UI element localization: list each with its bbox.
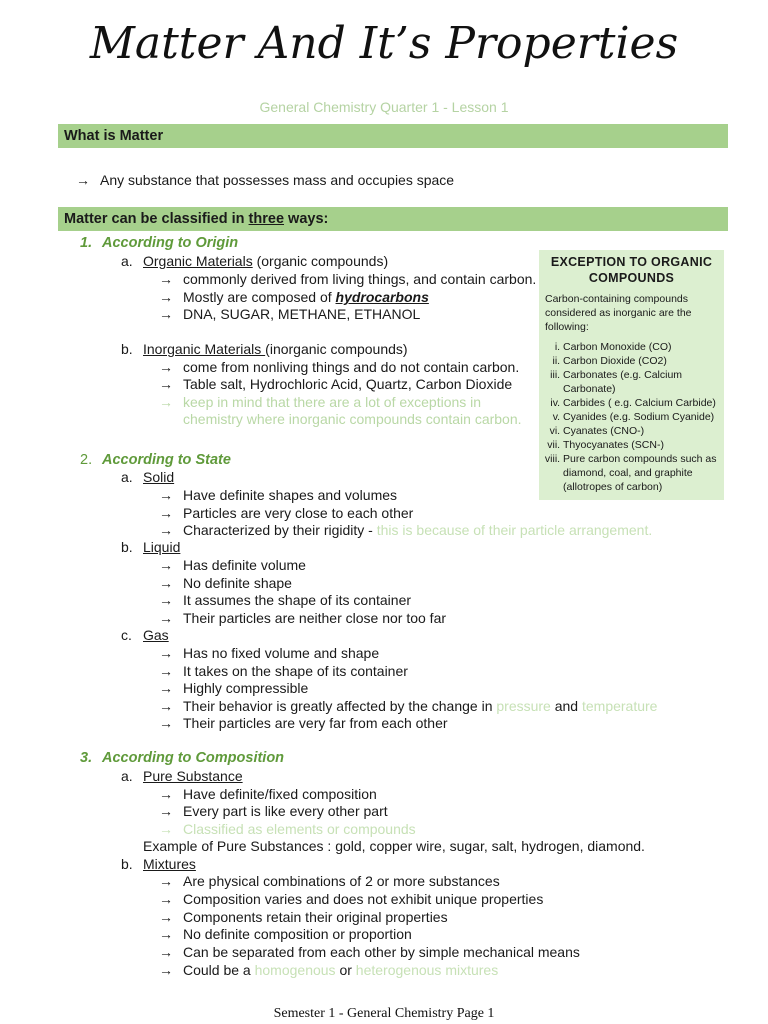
- list-item: → Highly compressible: [159, 680, 309, 696]
- arrow-icon: →: [159, 786, 173, 802]
- list-item: → Could be a homogenous or heterogenous mixtures: [159, 962, 499, 978]
- list-item: → Particles are very close to each other: [159, 505, 414, 521]
- exception-list-item: i. Carbon Monoxide (CO): [563, 340, 718, 354]
- list-item: → Mostly are composed of hydrocarbons: [159, 289, 429, 305]
- liquid-item: b. Liquid: [121, 539, 181, 555]
- arrow-icon: →: [159, 306, 173, 322]
- arrow-icon: →: [159, 909, 173, 925]
- list-item: → come from nonliving things and do not contain carbon.: [159, 359, 520, 375]
- exception-list: [545, 340, 718, 494]
- section-bar-classification: Matter can be classified in three ways:: [58, 207, 728, 231]
- list-item: → commonly derived from living things, and contain carbon.: [159, 271, 537, 287]
- arrow-icon: →: [159, 592, 173, 608]
- arrow-icon: →: [159, 962, 173, 978]
- exception-sidebox: [539, 250, 724, 500]
- exception-list-item: iv. Carbides ( e.g. Calcium Carbide): [563, 396, 718, 410]
- arrow-icon: →: [159, 821, 173, 837]
- arrow-icon: →: [159, 663, 173, 679]
- sidebox-intro: Carbon-containing compounds considered as inorganic are the following:: [545, 293, 692, 333]
- arrow-icon: →: [159, 944, 173, 960]
- arrow-icon: →: [159, 891, 173, 907]
- list-item: → It assumes the shape of its container: [159, 592, 412, 608]
- heading-origin: 1. According to Origin: [80, 235, 239, 251]
- pure-substance-item: a. Pure Substance: [121, 768, 243, 784]
- arrow-icon: →: [159, 271, 173, 287]
- arrow-icon: →: [159, 289, 173, 305]
- list-item: → DNA, SUGAR, METHANE, ETHANOL: [159, 306, 421, 322]
- mixtures-item: b. Mixtures: [121, 856, 196, 872]
- arrow-icon: →: [159, 359, 173, 375]
- exception-list-item: iii. Carbonates (e.g. Calcium Carbonate): [563, 368, 718, 396]
- arrow-icon: →: [159, 522, 173, 538]
- section-bar-what-is-matter: What is Matter: [58, 124, 728, 148]
- list-item: → Has no fixed volume and shape: [159, 645, 380, 661]
- page-footer: Semester 1 - General Chemistry Page 1: [273, 1006, 495, 1021]
- exception-list-item: viii. Pure carbon compounds such as diamond, coal, and graphite (allotropes of carbon): [563, 452, 718, 494]
- solid-item: a. Solid: [121, 469, 175, 485]
- arrow-icon: →: [159, 487, 173, 503]
- page-subtitle: General Chemistry Quarter 1 - Lesson 1: [259, 99, 509, 115]
- heading-state: 2. According to State: [80, 452, 231, 468]
- arrow-icon: →: [159, 715, 173, 731]
- inorganic-materials-item: b. Inorganic Materials (inorganic compounds): [121, 341, 408, 357]
- sidebox-title: EXCEPTION TO ORGANIC COMPOUNDS: [550, 255, 713, 285]
- exception-list-item: v. Cyanides (e.g. Sodium Cyanide): [563, 410, 718, 424]
- arrow-icon: →: [159, 803, 173, 819]
- list-item: → Their behavior is greatly affected by the change in pressure and temperature: [159, 698, 658, 714]
- list-item: → No definite shape: [159, 575, 292, 591]
- arrow-icon: →: [159, 698, 173, 714]
- pure-substance-note: → Classified as elements or compounds: [159, 821, 416, 837]
- list-item: → Their particles are very far from each other: [159, 715, 448, 731]
- list-item: → Can be separated from each other by simple mechanical means: [159, 944, 580, 960]
- arrow-icon: →: [159, 873, 173, 889]
- arrow-icon: →: [159, 557, 173, 573]
- arrow-icon: →: [76, 172, 90, 188]
- list-item: → No definite composition or proportion: [159, 926, 412, 942]
- gas-item: c. Gas: [121, 627, 169, 643]
- arrow-icon: →: [159, 505, 173, 521]
- definition-line: → Any substance that possesses mass and occupies space: [76, 172, 455, 188]
- list-item: → Have definite/fixed composition: [159, 786, 377, 802]
- list-item: → Table salt, Hydrochloric Acid, Quartz, Carbon Dioxide: [159, 376, 513, 392]
- exception-list-item: vii. Thyocyanates (SCN-): [563, 438, 718, 452]
- arrow-icon: →: [159, 575, 173, 591]
- list-item: → Components retain their original properties: [159, 909, 448, 925]
- exception-note-continued: chemistry where inorganic compounds contain carbon.: [183, 411, 522, 427]
- arrow-icon: →: [159, 645, 173, 661]
- list-item: → Every part is like every other part: [159, 803, 388, 819]
- page-title: Matter And It’s Properties: [89, 18, 679, 69]
- heading-composition: 3. According to Composition: [80, 750, 285, 766]
- exception-note: → keep in mind that there are a lot of exceptions in: [159, 394, 482, 410]
- list-item: → Composition varies and does not exhibit unique properties: [159, 891, 544, 907]
- list-item: → It takes on the shape of its container: [159, 663, 408, 679]
- arrow-icon: →: [159, 926, 173, 942]
- arrow-icon: →: [159, 394, 173, 410]
- list-item: → Are physical combinations of 2 or more substances: [159, 873, 500, 889]
- exception-list-item: vi. Cyanates (CNO-): [563, 424, 718, 438]
- list-item: → Their particles are neither close nor too far: [159, 610, 447, 626]
- arrow-icon: →: [159, 376, 173, 392]
- arrow-icon: →: [159, 610, 173, 626]
- organic-materials-item: a. Organic Materials (organic compounds): [121, 253, 389, 269]
- exception-list-item: ii. Carbon Dioxide (CO2): [563, 354, 718, 368]
- list-item: → Has definite volume: [159, 557, 306, 573]
- arrow-icon: →: [159, 680, 173, 696]
- pure-substance-example: Example of Pure Substances : gold, copper wire, sugar, salt, hydrogen, diamond.: [143, 838, 645, 854]
- list-item: → Characterized by their rigidity - this is because of their particle arrangement.: [159, 522, 653, 538]
- list-item: → Have definite shapes and volumes: [159, 487, 398, 503]
